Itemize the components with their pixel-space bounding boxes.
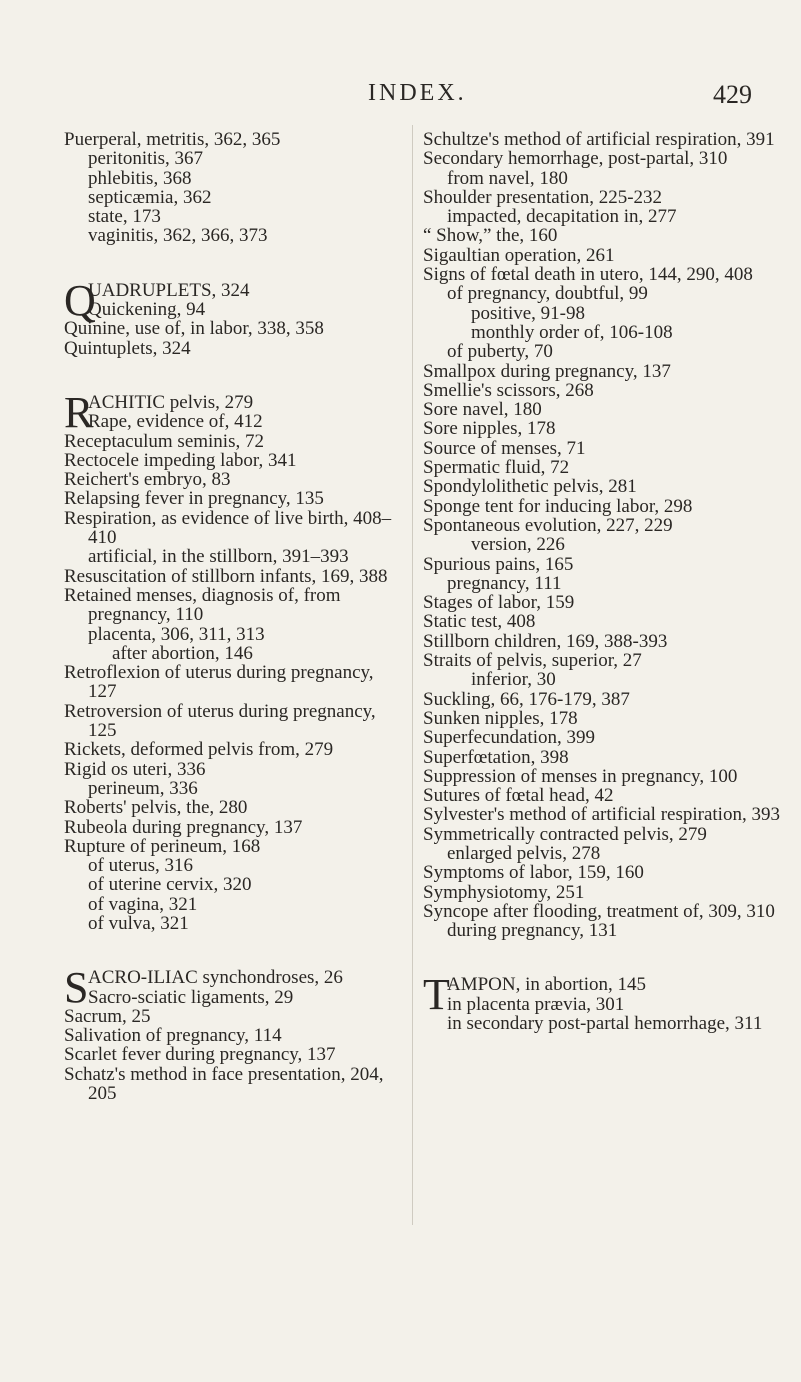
index-entry: Respiration, as evidence of live birth, 408–410 <box>64 507 392 549</box>
index-entry-text: ACHITIC pelvis, 279 <box>88 391 254 413</box>
index-entry: Rubeola during pregnancy, 137 <box>64 816 303 838</box>
index-entry: Suppression of menses in pregnancy, 100 <box>423 765 738 787</box>
index-entry: Sylvester's method of artificial respiration, 393 <box>423 804 780 826</box>
index-section-start <box>423 970 787 1020</box>
drop-cap-letter: R <box>64 387 94 437</box>
index-subentry: septicæmia, 362 <box>88 186 212 208</box>
index-entry: Sigaultian operation, 261 <box>423 244 615 266</box>
index-entry: Spondylolithetic pelvis, 281 <box>423 476 637 498</box>
index-entry: Signs of fœtal death in utero, 144, 290, 408 <box>423 264 753 286</box>
index-subentry: inferior, 30 <box>471 669 556 691</box>
index-entry: Static test, 408 <box>423 611 536 633</box>
index-subentry: from navel, 180 <box>447 167 568 189</box>
index-subentry: phlebitis, 368 <box>88 167 192 189</box>
index-entry: Spurious pains, 165 <box>423 553 574 575</box>
index-subentry: placenta, 306, 311, 313 <box>88 623 265 645</box>
drop-cap-letter: T <box>423 970 450 1020</box>
drop-cap-letter: Q <box>64 275 96 325</box>
index-section-start <box>64 963 398 1013</box>
index-entry-text: AMPON, in abortion, 145 <box>447 974 646 996</box>
index-subentry: after abortion, 146 <box>112 642 253 664</box>
index-entry: Scarlet fever during pregnancy, 137 <box>64 1044 336 1066</box>
index-subentry: during pregnancy, 131 <box>447 920 618 942</box>
index-subentry: peritonitis, 367 <box>88 148 204 170</box>
left-index-column <box>64 130 398 1103</box>
index-entry: Spontaneous evolution, 227, 229 <box>423 514 673 536</box>
index-entry: Reichert's embryo, 83 <box>64 469 231 491</box>
index-entry: Quinine, use of, in labor, 338, 358 <box>64 318 324 340</box>
index-subentry: pregnancy, 111 <box>447 572 562 594</box>
index-entry: Symptoms of labor, 159, 160 <box>423 862 644 884</box>
index-entry: Puerperal, metritis, 362, 365 <box>64 129 281 150</box>
index-entry: Rickets, deformed pelvis from, 279 <box>64 739 334 761</box>
index-subentry: of uterus, 316 <box>88 855 194 877</box>
index-section-start <box>64 275 398 325</box>
index-entry: Straits of pelvis, superior, 27 <box>423 650 642 672</box>
index-subentry: positive, 91-98 <box>471 302 585 324</box>
index-subentry: of uterine cervix, 320 <box>88 874 252 896</box>
index-entry: Sore navel, 180 <box>423 399 542 421</box>
index-entry: Schatz's method in face presentation, 204, 205 <box>64 1063 384 1105</box>
index-entry: Shoulder presentation, 225-232 <box>423 186 663 208</box>
index-entry: Sore nipples, 178 <box>423 418 556 440</box>
index-subentry: enlarged pelvis, 278 <box>447 842 601 864</box>
running-title: INDEX. <box>368 80 467 106</box>
index-entry: Sponge tent for inducing labor, 298 <box>423 495 693 517</box>
index-subentry: perineum, 336 <box>88 777 198 799</box>
index-entry: Syncope after flooding, treatment of, 309, 310 <box>423 900 775 922</box>
index-entry: Sunken nipples, 178 <box>423 707 578 729</box>
index-subentry: impacted, decapitation in, 277 <box>447 206 677 228</box>
index-entry: “ Show,” the, 160 <box>423 225 558 247</box>
index-entry: Resuscitation of stillborn infants, 169, 388 <box>64 565 388 587</box>
index-entry-text: Quickening, 94 <box>88 299 206 321</box>
column-divider <box>412 125 413 1225</box>
index-entry-text: in placenta prævia, 301 <box>447 993 625 1015</box>
index-entry: Relapsing fever in pregnancy, 135 <box>64 488 324 510</box>
index-entry-text: ACRO-ILIAC synchondroses, 26 <box>88 967 343 989</box>
index-entry: Spermatic fluid, 72 <box>423 457 570 479</box>
index-entry-text: Sacro-sciatic ligaments, 29 <box>88 986 294 1008</box>
index-entry: Superfecundation, 399 <box>423 727 596 749</box>
index-subentry: in secondary post-partal hemorrhage, 311 <box>447 1013 763 1035</box>
index-subentry: of pregnancy, doubtful, 99 <box>447 283 648 305</box>
index-entry: Smallpox during pregnancy, 137 <box>423 360 671 382</box>
index-entry: Retroflexion of uterus during pregnancy, 127 <box>64 662 374 703</box>
index-subentry: vaginitis, 362, 366, 373 <box>88 225 268 247</box>
index-subentry: monthly order of, 106-108 <box>471 321 673 343</box>
index-entry: Schultze's method of artificial respiration, 391 <box>423 129 775 150</box>
index-entry: Receptaculum seminis, 72 <box>64 430 264 452</box>
index-entry: Rigid os uteri, 336 <box>64 758 206 780</box>
index-entry: Retroversion of uterus during pregnancy, 125 <box>64 700 376 742</box>
index-entry: Superfœtation, 398 <box>423 746 569 768</box>
index-subentry: version, 226 <box>471 534 565 556</box>
index-entry: Source of menses, 71 <box>423 437 586 459</box>
page-number: 429 <box>713 80 752 109</box>
index-subentry: of vagina, 321 <box>88 893 198 915</box>
index-entry: Sacrum, 25 <box>64 1005 151 1027</box>
page-header <box>0 80 801 114</box>
index-entry: Salivation of pregnancy, 114 <box>64 1025 282 1047</box>
index-entry: Quintuplets, 324 <box>64 337 191 359</box>
index-entry: Secondary hemorrhage, post-partal, 310 <box>423 148 728 170</box>
index-entry: Roberts' pelvis, the, 280 <box>64 797 248 819</box>
index-subentry: state, 173 <box>88 206 161 228</box>
index-subentry: of vulva, 321 <box>88 912 189 934</box>
drop-cap-letter: S <box>64 963 89 1013</box>
index-entry: Retained menses, diagnosis of, from pregnancy, 110 <box>64 584 341 626</box>
index-entry: Sutures of fœtal head, 42 <box>423 785 614 807</box>
index-entry: Stages of labor, 159 <box>423 592 575 614</box>
index-entry: Suckling, 66, 176-179, 387 <box>423 688 630 710</box>
right-index-column <box>423 130 787 1033</box>
index-entry: Symmetrically contracted pelvis, 279 <box>423 823 707 845</box>
index-subentry: artificial, in the stillborn, 391–393 <box>88 546 349 568</box>
index-subentry: of puberty, 70 <box>447 341 553 363</box>
index-entry: Rupture of perineum, 168 <box>64 835 261 857</box>
index-entry: Symphysiotomy, 251 <box>423 881 585 903</box>
index-entry: Rectocele impeding labor, 341 <box>64 449 297 471</box>
index-section-start <box>64 387 398 437</box>
index-entry: Smellie's scissors, 268 <box>423 379 594 401</box>
index-entry: Stillborn children, 169, 388-393 <box>423 630 668 652</box>
index-entry-text: Rape, evidence of, 412 <box>88 411 263 433</box>
index-entry-text: UADRUPLETS, 324 <box>88 279 250 301</box>
